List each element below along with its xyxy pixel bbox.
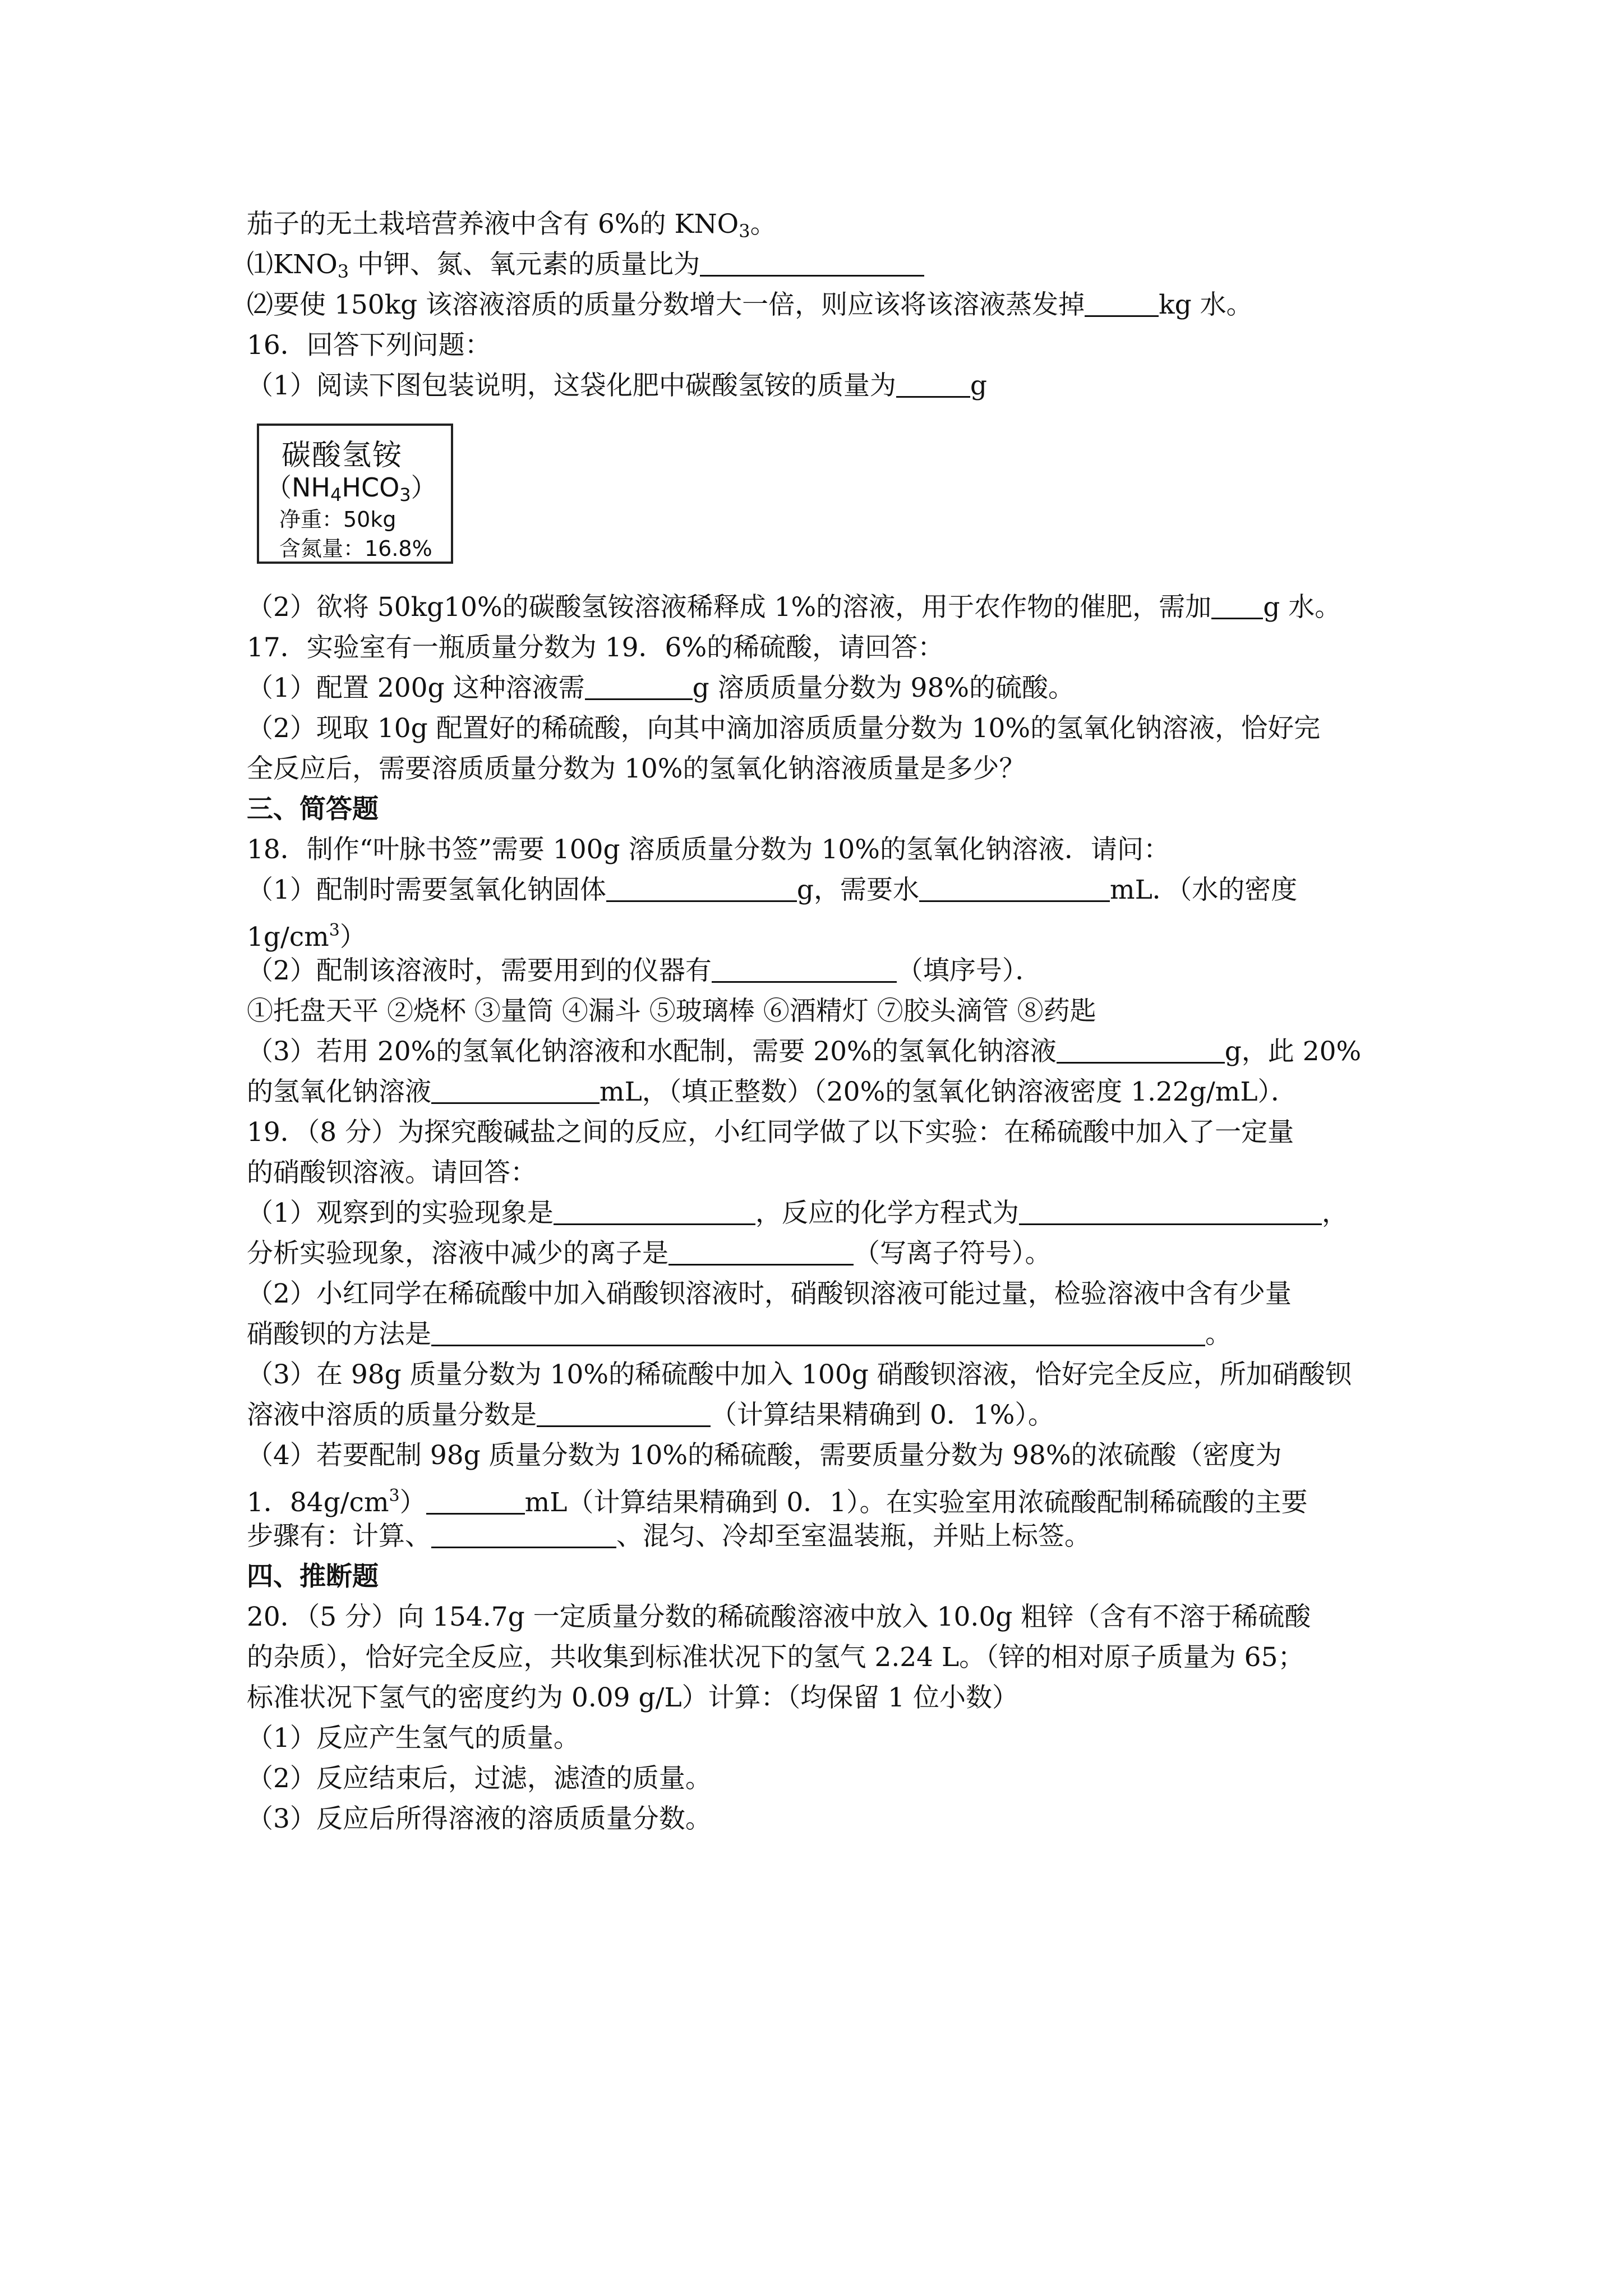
answer-blank[interactable] [700, 249, 924, 277]
label-name: 碳酸氢铵 [282, 439, 403, 472]
q20-part3: （3）反应后所得溶液的溶质质量分数。 [247, 1803, 712, 1834]
answer-blank[interactable] [668, 1238, 854, 1266]
q19-part3-line2: 溶液中溶质的质量分数是 （计算结果精确到 0．1%）。 [247, 1400, 1054, 1430]
answer-blank[interactable] [1019, 1198, 1322, 1225]
q20-line1: 20．（5 分）向 154.7g 一定质量分数的稀硫酸溶液中放入 10.0g 粗锌（含有不溶于稀硫酸 [247, 1602, 1311, 1632]
label-nitrogen: 含氮量：16.8% [279, 536, 432, 561]
answer-blank[interactable] [554, 1198, 755, 1225]
answer-blank[interactable] [431, 1521, 616, 1548]
answer-blank[interactable] [896, 370, 970, 398]
section-heading: 四、推断题 [247, 1561, 379, 1592]
answer-blank[interactable] [426, 1487, 525, 1515]
q18-part2: （2）配制该溶液时，需要用到的仪器有 （填序号）． [247, 955, 1042, 986]
q18-part3: （3）若用 20%的氢氧化钠溶液和水配制，需要 20%的氢氧化钠溶液 g，此 20% [247, 1036, 1362, 1067]
q19-part4-line3: 步骤有：计算、 、混匀、冷却至室温装瓶，并贴上标签。 [247, 1521, 1091, 1552]
answer-blank[interactable] [585, 673, 693, 700]
q20-line3: 标准状况下氢气的密度约为 0.09 g/L）计算：（均保留 1 位小数） [247, 1682, 1018, 1713]
label-net-weight: 净重：50kg [279, 507, 396, 532]
q19-title-line1: 19．（8 分）为探究酸碱盐之间的反应，小红同学做了以下实验：在稀硫酸中加入了一定量 [247, 1117, 1294, 1148]
q18-title: 18．制作“叶脉书签”需要 100g 溶质质量分数为 10%的氢氧化钠溶液．请问： [247, 834, 1170, 865]
q19-part2-line2: 硝酸钡的方法是 。 [247, 1319, 1232, 1350]
q16-part2: （2）欲将 50kg10%的碳酸氢铵溶液稀释成 1%的溶液，用于农作物的催肥，需加 g 水。 [247, 592, 1341, 623]
q17-part1: （1）配置 200g 这种溶液需 g 溶质质量分数为 98%的硫酸。 [247, 673, 1075, 703]
q19-part1-line2: 分析实验现象，溶液中减少的离子是 （写离子符号）。 [247, 1238, 1052, 1269]
answer-blank[interactable] [919, 875, 1110, 902]
answer-blank[interactable] [431, 1319, 1205, 1346]
q20-part1: （1）反应产生氢气的质量。 [247, 1723, 580, 1754]
label-formula: $(NH_4HCO_3)$ [266, 472, 437, 505]
q15-intro: 茄子的无土栽培营养液中含有 6%的 $KNO_3$。 [247, 209, 777, 242]
q20-line2: 的杂质），恰好完全反应，共收集到标准状况下的氢气 2.24 L。（锌的相对原子质量为 65； [247, 1642, 1304, 1673]
q18-part3-line2: 的氢氧化钠溶液 mL，（填正整数）（20%的氢氧化钠溶液密度 1.22g/mL）． [247, 1076, 1298, 1107]
answer-blank[interactable] [537, 1400, 711, 1427]
q16-title: 16．回答下列问题： [247, 330, 491, 361]
section-heading: 三、简答题 [247, 794, 379, 825]
answer-blank[interactable] [1057, 1036, 1225, 1064]
answer-blank[interactable] [1085, 289, 1159, 317]
q15-part2: ⑵要使 150kg 该溶液溶质的质量分数增大一倍，则应该将该溶液蒸发掉 kg 水。 [247, 289, 1253, 320]
q15-part1: $⑴KNO_3$ 中钾、氮、氧元素的质量比为 [247, 249, 924, 287]
q18-part1-line2: $1g/cm^3$） [247, 921, 366, 953]
q19-part4-line1: （4）若要配制 98g 质量分数为 10%的稀硫酸，需要质量分数为 98%的浓硫酸（密度为 [247, 1440, 1282, 1471]
q17-part2-line2: 全反应后，需要溶质质量分数为 10%的氢氧化钠溶液质量是多少？ [247, 753, 1026, 784]
q17-title: 17．实验室有一瓶质量分数为 19．6%的稀硫酸，请回答： [247, 632, 944, 663]
q18-options: ①托盘天平 ②烧杯 ③量筒 ④漏斗 ⑤玻璃棒 ⑥酒精灯 ⑦胶头滴管 ⑧药匙 [247, 996, 1096, 1027]
q19-part2-line1: （2）小红同学在稀硫酸中加入硝酸钡溶液时，硝酸钡溶液可能过量，检验溶液中含有少量 [247, 1278, 1292, 1309]
q17-part2-line1: （2）现取 10g 配置好的稀硫酸，向其中滴加溶质质量分数为 10%的氢氧化钠溶液，恰好完 [247, 713, 1321, 744]
answer-blank[interactable] [606, 875, 797, 902]
answer-blank[interactable] [431, 1076, 600, 1104]
q16-part1: （1）阅读下图包装说明，这袋化肥中碳酸氢铵的质量为 g [247, 370, 987, 401]
q19-part1: （1）观察到的实验现象是 ，反应的化学方程式为 ， [247, 1198, 1348, 1228]
q18-part1: （1）配制时需要氢氧化钠固体 g，需要水 mL．（水的密度 [247, 875, 1298, 905]
q20-part2: （2）反应结束后，过滤，滤渣的质量。 [247, 1763, 712, 1794]
fertilizer-label [257, 424, 453, 564]
q19-part4-line2: 1．$84g/cm^3$） mL（计算结果精确到 0．1）。在实验室用浓硫酸配制稀硫酸的主要 [247, 1486, 1308, 1518]
q19-title-line2: 的硝酸钡溶液。请回答： [247, 1157, 537, 1188]
answer-blank[interactable] [1211, 592, 1263, 619]
answer-blank[interactable] [712, 955, 897, 983]
q19-part3-line1: （3）在 98g 质量分数为 10%的稀硫酸中加入 100g 硝酸钡溶液，恰好完全反应，所加硝酸钡 [247, 1359, 1352, 1390]
